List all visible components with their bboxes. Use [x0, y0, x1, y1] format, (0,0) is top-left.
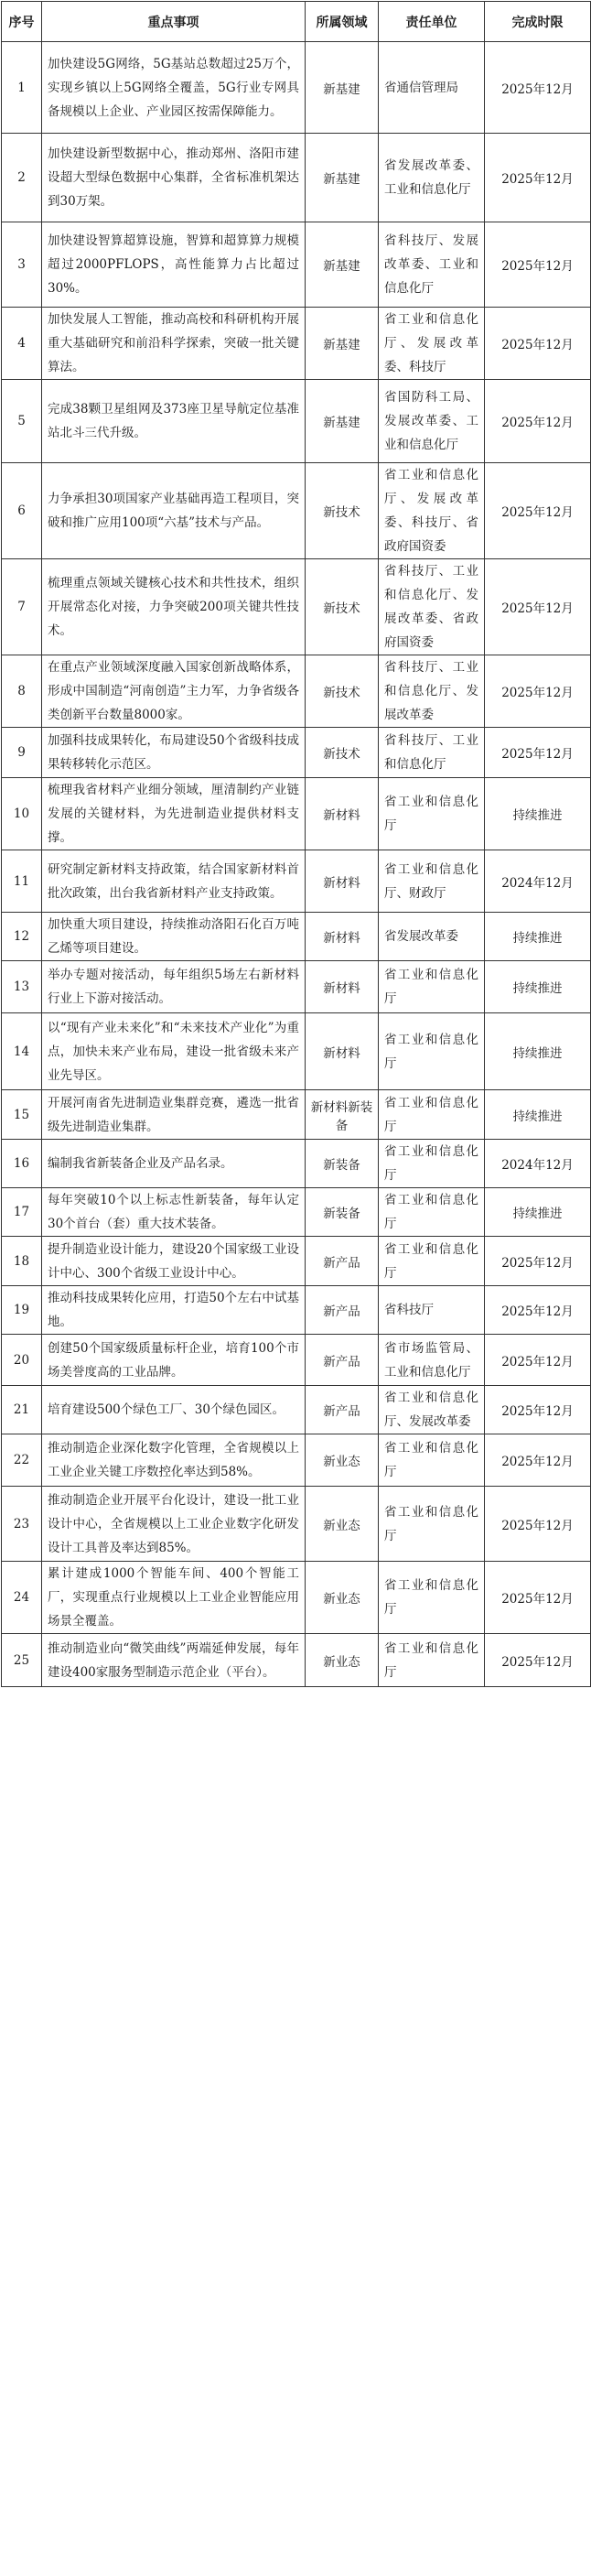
responsible-unit: 省通信管理局 — [379, 42, 485, 134]
deadline: 2025年12月 — [485, 222, 591, 308]
responsible-unit: 省科技厅、工业和信息化厅、发展改革委 — [379, 655, 485, 728]
header-responsible-unit: 责任单位 — [379, 2, 485, 42]
deadline: 2024年12月 — [485, 850, 591, 913]
table-row — [2, 1562, 591, 1634]
deadline: 持续推进 — [485, 1013, 591, 1090]
field-category: 新装备 — [306, 1188, 379, 1237]
row-number: 18 — [2, 1237, 42, 1286]
row-number: 12 — [2, 913, 42, 961]
deadline: 持续推进 — [485, 1090, 591, 1140]
task-description: 加快发展人工智能，推动高校和科研机构开展重大基础研究和前沿科学探索，突破一批关键算法。 — [42, 308, 306, 380]
field-category: 新材料 — [306, 850, 379, 913]
responsible-unit: 省工业和信息化厅、财政厅 — [379, 850, 485, 913]
responsible-unit: 省国防科工局、发展改革委、工业和信息化厅 — [379, 380, 485, 463]
table-row — [2, 1487, 591, 1562]
row-number: 2 — [2, 134, 42, 222]
field-category: 新基建 — [306, 308, 379, 380]
task-description: 梳理重点领域关键核心技术和共性技术，组织开展常态化对接，力争突破200项关键共性技术。 — [42, 559, 306, 655]
deadline: 持续推进 — [485, 1188, 591, 1237]
table-row — [2, 961, 591, 1013]
responsible-unit: 省工业和信息化厅 — [379, 1140, 485, 1188]
row-number: 20 — [2, 1335, 42, 1386]
header-number: 序号 — [2, 2, 42, 42]
table-row — [2, 222, 591, 308]
deadline: 2025年12月 — [485, 655, 591, 728]
row-number: 4 — [2, 308, 42, 380]
row-number: 15 — [2, 1090, 42, 1140]
row-number: 14 — [2, 1013, 42, 1090]
table-row — [2, 463, 591, 559]
responsible-unit: 省发展改革委 — [379, 913, 485, 961]
deadline: 2025年12月 — [485, 308, 591, 380]
task-description: 在重点产业领域深度融入国家创新战略体系，形成中国制造“河南创造”主力军，力争省级各类创新平台数量8000家。 — [42, 655, 306, 728]
task-description: 加快建设新型数据中心，推动郑州、洛阳市建设超大型绿色数据中心集群，全省标准机架达到30万架。 — [42, 134, 306, 222]
responsible-unit: 省工业和信息化厅 — [379, 1090, 485, 1140]
task-description: 研究制定新材料支持政策，结合国家新材料首批次政策，出台我省新材料产业支持政策。 — [42, 850, 306, 913]
table-row — [2, 559, 591, 655]
row-number: 9 — [2, 728, 42, 778]
row-number: 23 — [2, 1487, 42, 1562]
task-description: 培育建设500个绿色工厂、30个绿色园区。 — [42, 1386, 306, 1434]
deadline: 2025年12月 — [485, 1434, 591, 1487]
deadline: 2025年12月 — [485, 1386, 591, 1434]
task-description: 完成38颗卫星组网及373座卫星导航定位基准站北斗三代升级。 — [42, 380, 306, 463]
task-description: 加快建设5G网络，5G基站总数超过25万个，实现乡镇以上5G网络全覆盖，5G行业专网具备规模以上企业、产业园区按需保障能力。 — [42, 42, 306, 134]
task-description: 以“现有产业未来化”和“未来技术产业化”为重点，加快未来产业布局，建设一批省级未来产业先导区。 — [42, 1013, 306, 1090]
task-description: 推动制造企业开展平台化设计，建设一批工业设计中心，全省规模以上工业企业数字化研发设计工具普及率达到85%。 — [42, 1487, 306, 1562]
task-description: 编制我省新装备企业及产品名录。 — [42, 1140, 306, 1188]
field-category: 新业态 — [306, 1562, 379, 1634]
header-field: 所属领域 — [306, 2, 379, 42]
table-row — [2, 1090, 591, 1140]
responsible-unit: 省工业和信息化厅 — [379, 1487, 485, 1562]
task-description: 举办专题对接活动，每年组织5场左右新材料行业上下游对接活动。 — [42, 961, 306, 1013]
responsible-unit: 省工业和信息化厅、发展改革委 — [379, 1386, 485, 1434]
field-category: 新材料新装备 — [306, 1090, 379, 1140]
responsible-unit: 省工业和信息化厅 — [379, 1634, 485, 1687]
table-row — [2, 1634, 591, 1687]
field-category: 新产品 — [306, 1335, 379, 1386]
row-number: 24 — [2, 1562, 42, 1634]
responsible-unit: 省工业和信息化厅 — [379, 1188, 485, 1237]
deadline: 2025年12月 — [485, 134, 591, 222]
responsible-unit: 省工业和信息化厅 — [379, 778, 485, 850]
row-number: 11 — [2, 850, 42, 913]
field-category: 新业态 — [306, 1634, 379, 1687]
field-category: 新业态 — [306, 1487, 379, 1562]
responsible-unit: 省市场监管局、工业和信息化厅 — [379, 1335, 485, 1386]
table-row — [2, 42, 591, 134]
responsible-unit: 省工业和信息化厅 — [379, 1013, 485, 1090]
deadline: 2025年12月 — [485, 1487, 591, 1562]
header-deadline: 完成时限 — [485, 2, 591, 42]
field-category: 新基建 — [306, 42, 379, 134]
field-category: 新技术 — [306, 655, 379, 728]
deadline: 2025年12月 — [485, 463, 591, 559]
table-row — [2, 380, 591, 463]
deadline: 持续推进 — [485, 778, 591, 850]
row-number: 13 — [2, 961, 42, 1013]
deadline: 持续推进 — [485, 913, 591, 961]
row-number: 7 — [2, 559, 42, 655]
deadline: 2025年12月 — [485, 1286, 591, 1335]
table-row — [2, 655, 591, 728]
field-category: 新基建 — [306, 380, 379, 463]
task-description: 累计建成1000个智能车间、400个智能工厂，实现重点行业规模以上工业企业智能应用场景全覆盖。 — [42, 1562, 306, 1634]
table-row — [2, 308, 591, 380]
deadline: 2025年12月 — [485, 728, 591, 778]
field-category: 新产品 — [306, 1286, 379, 1335]
table-row — [2, 1237, 591, 1286]
task-description: 力争承担30项国家产业基础再造工程项目，突破和推广应用100项“六基”技术与产品。 — [42, 463, 306, 559]
row-number: 25 — [2, 1634, 42, 1687]
task-description: 加强科技成果转化，布局建设50个省级科技成果转移转化示范区。 — [42, 728, 306, 778]
table-row — [2, 1286, 591, 1335]
table-body — [2, 42, 591, 1687]
field-category: 新材料 — [306, 913, 379, 961]
row-number: 8 — [2, 655, 42, 728]
deadline: 持续推进 — [485, 961, 591, 1013]
table-row — [2, 1386, 591, 1434]
deadline: 2025年12月 — [485, 1634, 591, 1687]
row-number: 17 — [2, 1188, 42, 1237]
field-category: 新技术 — [306, 463, 379, 559]
field-category: 新基建 — [306, 134, 379, 222]
responsible-unit: 省工业和信息化厅 — [379, 1562, 485, 1634]
table-row — [2, 913, 591, 961]
responsible-unit: 省科技厅、发展改革委、工业和信息化厅 — [379, 222, 485, 308]
task-description: 梳理我省材料产业细分领域，厘清制约产业链发展的关键材料，为先进制造业提供材料支撑。 — [42, 778, 306, 850]
row-number: 16 — [2, 1140, 42, 1188]
field-category: 新基建 — [306, 222, 379, 308]
field-category: 新产品 — [306, 1386, 379, 1434]
field-category: 新材料 — [306, 961, 379, 1013]
table-row — [2, 728, 591, 778]
responsible-unit: 省工业和信息化厅 — [379, 1434, 485, 1487]
row-number: 22 — [2, 1434, 42, 1487]
deadline: 2024年12月 — [485, 1140, 591, 1188]
task-description: 创建50个国家级质量标杆企业，培育100个市场美誉度高的工业品牌。 — [42, 1335, 306, 1386]
table-row — [2, 1434, 591, 1487]
responsible-unit: 省工业和信息化厅 — [379, 1237, 485, 1286]
row-number: 3 — [2, 222, 42, 308]
row-number: 5 — [2, 380, 42, 463]
table-header-row — [2, 2, 591, 42]
task-description: 推动制造业向“微笑曲线”两端延伸发展，每年建设400家服务型制造示范企业（平台）。 — [42, 1634, 306, 1687]
deadline: 2025年12月 — [485, 1335, 591, 1386]
table-row — [2, 134, 591, 222]
deadline: 2025年12月 — [485, 559, 591, 655]
task-description: 提升制造业设计能力，建设20个国家级工业设计中心、300个省级工业设计中心。 — [42, 1237, 306, 1286]
task-description: 加快重大项目建设，持续推动洛阳石化百万吨乙烯等项目建设。 — [42, 913, 306, 961]
field-category: 新材料 — [306, 778, 379, 850]
table-row — [2, 1013, 591, 1090]
field-category: 新装备 — [306, 1140, 379, 1188]
row-number: 10 — [2, 778, 42, 850]
deadline: 2025年12月 — [485, 1562, 591, 1634]
task-description: 开展河南省先进制造业集群竞赛，遴选一批省级先进制造业集群。 — [42, 1090, 306, 1140]
deadline: 2025年12月 — [485, 42, 591, 134]
row-number: 6 — [2, 463, 42, 559]
deadline: 2025年12月 — [485, 1237, 591, 1286]
deadline: 2025年12月 — [485, 380, 591, 463]
task-description: 推动科技成果转化应用，打造50个左右中试基地。 — [42, 1286, 306, 1335]
row-number: 21 — [2, 1386, 42, 1434]
table-row — [2, 778, 591, 850]
responsible-unit: 省科技厅、工业和信息化厅、发展改革委、省政府国资委 — [379, 559, 485, 655]
field-category: 新业态 — [306, 1434, 379, 1487]
responsible-unit: 省工业和信息化厅、发展改革委、科技厅、省政府国资委 — [379, 463, 485, 559]
table-row — [2, 1335, 591, 1386]
row-number: 19 — [2, 1286, 42, 1335]
field-category: 新技术 — [306, 559, 379, 655]
responsible-unit: 省科技厅、工业和信息化厅 — [379, 728, 485, 778]
table-row — [2, 1140, 591, 1188]
task-description: 推动制造企业深化数字化管理，全省规模以上工业企业关键工序数控化率达到58%。 — [42, 1434, 306, 1487]
key-tasks-table — [1, 1, 591, 1687]
responsible-unit: 省工业和信息化厅 — [379, 961, 485, 1013]
field-category: 新材料 — [306, 1013, 379, 1090]
task-description: 加快建设智算超算设施，智算和超算算力规模超过2000PFLOPS，高性能算力占比超过30%。 — [42, 222, 306, 308]
responsible-unit: 省科技厅 — [379, 1286, 485, 1335]
responsible-unit: 省发展改革委、工业和信息化厅 — [379, 134, 485, 222]
header-task: 重点事项 — [42, 2, 306, 42]
table-row — [2, 850, 591, 913]
field-category: 新产品 — [306, 1237, 379, 1286]
table-row — [2, 1188, 591, 1237]
responsible-unit: 省工业和信息化厅、发展改革委、科技厅 — [379, 308, 485, 380]
task-description: 每年突破10个以上标志性新装备，每年认定30个首台（套）重大技术装备。 — [42, 1188, 306, 1237]
row-number: 1 — [2, 42, 42, 134]
field-category: 新技术 — [306, 728, 379, 778]
